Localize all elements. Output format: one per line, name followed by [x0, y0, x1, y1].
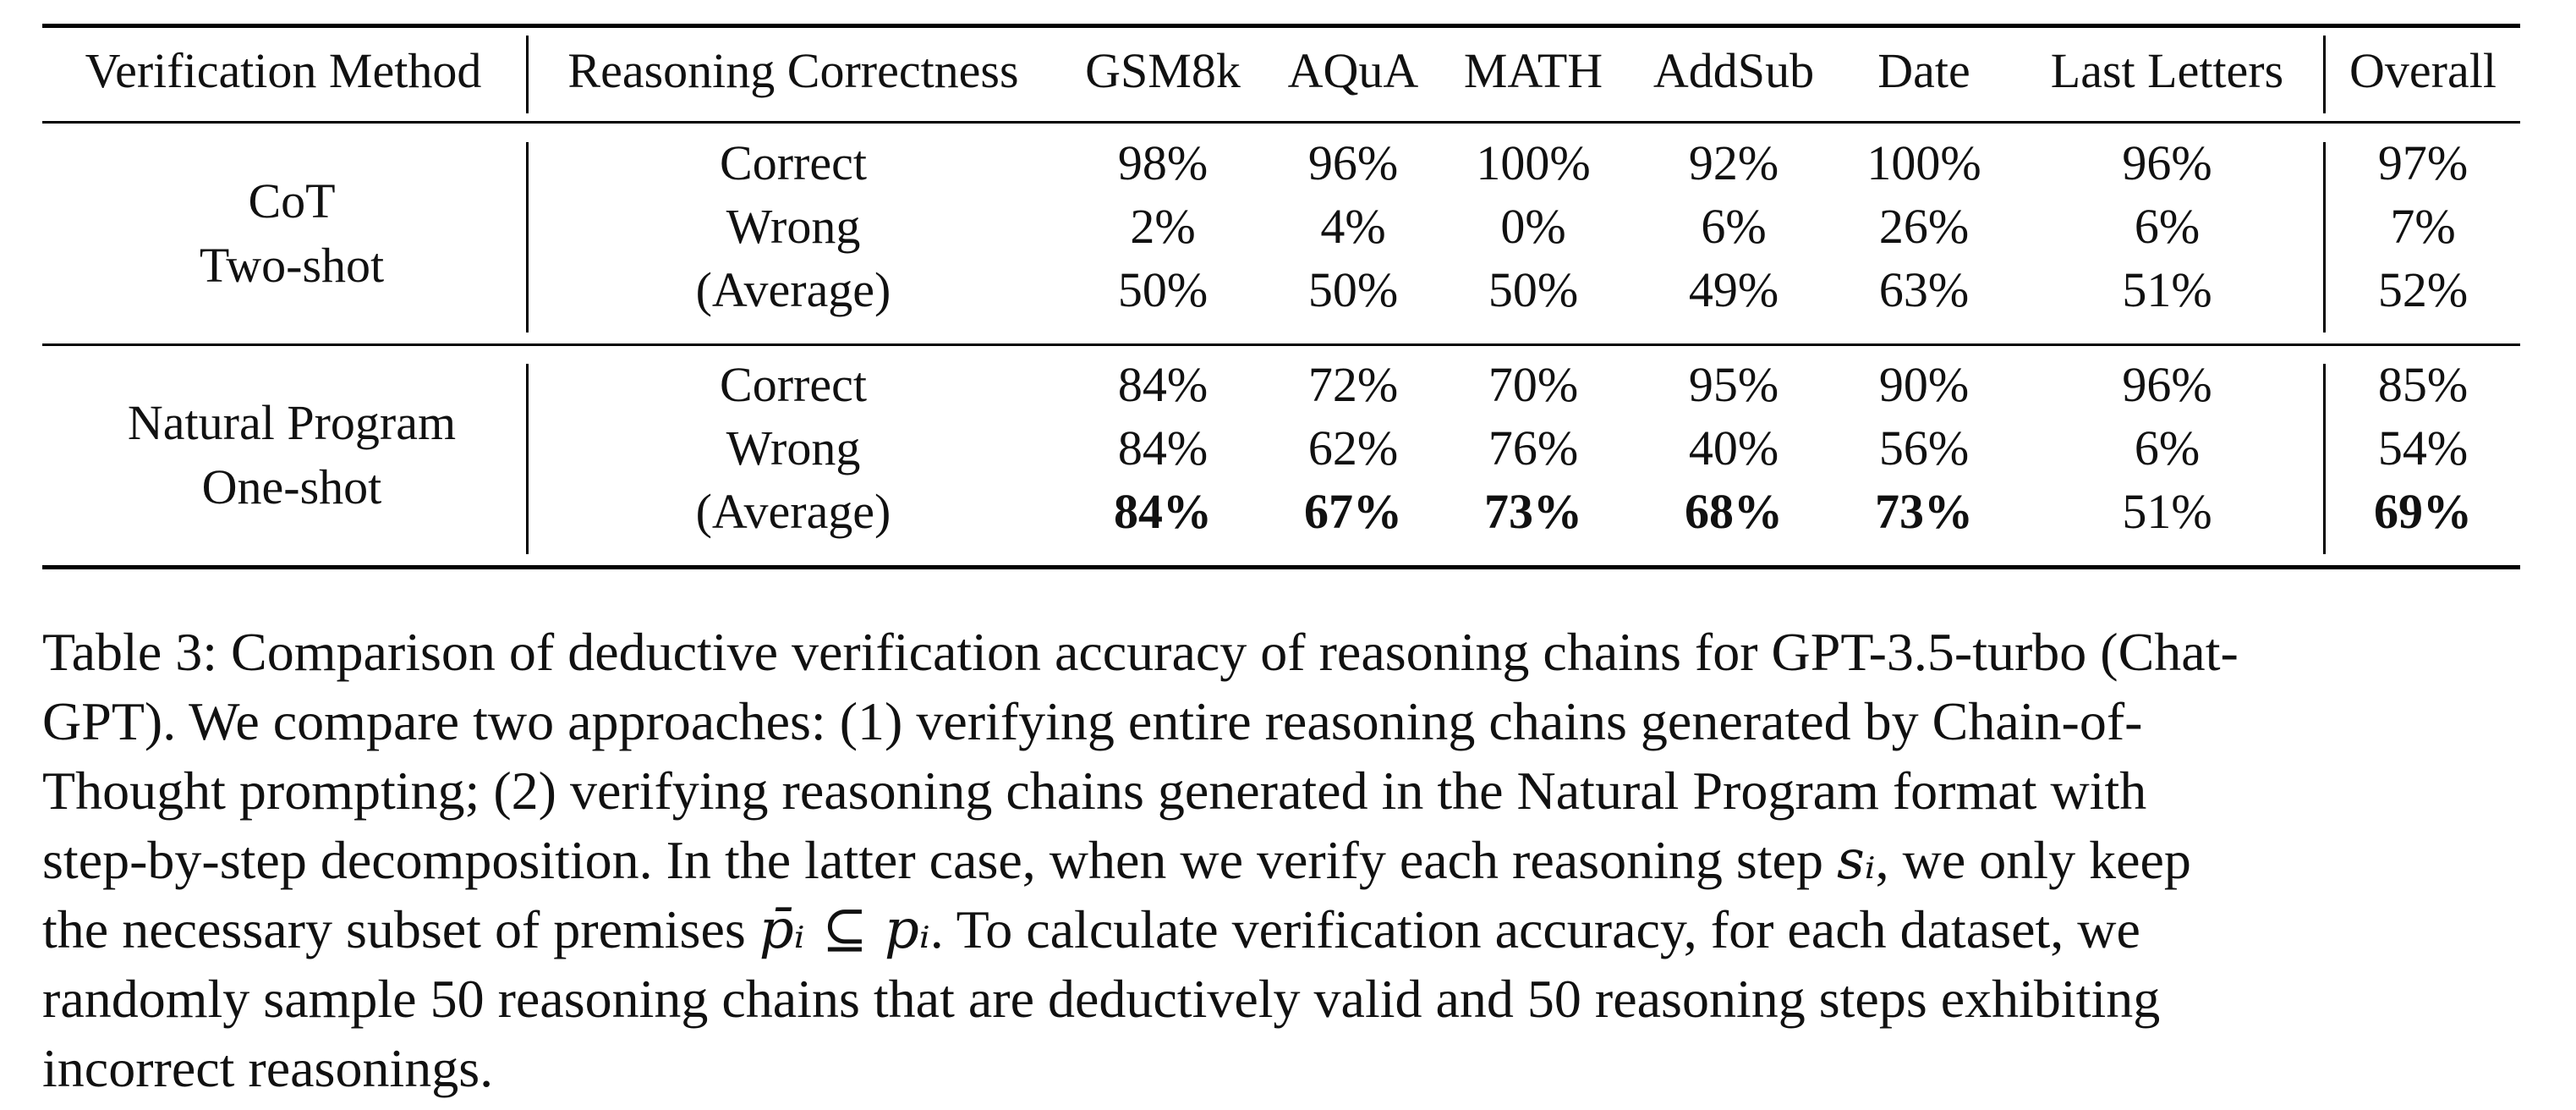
- table-cell: 4%: [1320, 199, 1386, 254]
- method-name: Natural Program: [127, 395, 457, 450]
- table-cell: 90%: [1878, 357, 1970, 412]
- method-cot: [42, 169, 541, 298]
- table-top-rule: [42, 24, 2520, 28]
- row-label: Wrong: [726, 199, 861, 254]
- header-aqua: AQuA: [1287, 43, 1419, 98]
- header-gsm8k: GSM8k: [1085, 43, 1241, 98]
- table-cell: 84%: [1117, 420, 1209, 475]
- caption-line: randomly sample 50 reasoning chains that are deductively valid and 50 reasoning steps exhibiting: [42, 969, 2161, 1029]
- row-label: (Average): [695, 262, 891, 317]
- table-cell: 62%: [1307, 420, 1399, 475]
- table-cell: 50%: [1488, 262, 1579, 317]
- table-caption: [42, 618, 2546, 1103]
- table-cell: 95%: [1688, 357, 1779, 412]
- table-cell: 49%: [1688, 262, 1779, 317]
- table-cell: 68%: [1685, 484, 1783, 539]
- overall-cell: 85%: [2377, 357, 2469, 412]
- table-cell: 70%: [1488, 357, 1579, 412]
- row-label: Correct: [720, 135, 867, 190]
- table-cell: 26%: [1878, 199, 1970, 254]
- table-cell: 6%: [2134, 199, 2201, 254]
- method-shot: Two-shot: [199, 238, 385, 293]
- header-addsub: AddSub: [1652, 43, 1815, 98]
- caption-text: step-by-step decomposition. In the latter case, when we verify each reasoning step: [42, 830, 1837, 890]
- header-verification-method: Verification Method: [85, 43, 482, 98]
- overall-cell: 54%: [2377, 420, 2469, 475]
- caption-line: [42, 895, 2546, 964]
- caption-text: . To calculate verification accuracy, for each dataset, we: [929, 899, 2140, 959]
- caption-line: [42, 826, 2546, 895]
- overall-cell: 7%: [2390, 199, 2456, 254]
- caption-text: the necessary subset of premises: [42, 899, 759, 959]
- caption-text: , we only keep: [1875, 830, 2191, 890]
- header-rule: [42, 121, 2520, 124]
- overall-cell: 52%: [2377, 262, 2469, 317]
- method-natural-program: [42, 391, 541, 519]
- table-cell: 98%: [1117, 135, 1209, 190]
- table-cell: 67%: [1304, 484, 1402, 539]
- table-cell: 76%: [1488, 420, 1579, 475]
- table-cell: 0%: [1500, 199, 1566, 254]
- caption-math-step: sᵢ: [1836, 829, 1876, 892]
- overall-cell: 69%: [2374, 484, 2472, 539]
- table-cell: 96%: [2122, 357, 2212, 412]
- header-last-letters: Last Letters: [2050, 43, 2284, 98]
- header-overall: Overall: [2349, 43, 2497, 98]
- table-cell: 100%: [1866, 135, 1981, 190]
- table-cell: 40%: [1688, 420, 1779, 475]
- table-cell: 73%: [1875, 484, 1973, 539]
- caption-line: Table 3: Comparison of deductive verification accuracy of reasoning chains for GPT-3.5-turbo (Chat-: [42, 622, 2239, 682]
- caption-line: incorrect reasonings.: [42, 1038, 494, 1098]
- header-reasoning-correctness: Reasoning Correctness: [567, 43, 1019, 98]
- header-vline-1: [526, 36, 529, 113]
- table-cell: 51%: [2122, 262, 2212, 317]
- table-cell: 92%: [1688, 135, 1779, 190]
- table-cell: 51%: [2122, 484, 2212, 539]
- table-cell: 56%: [1878, 420, 1970, 475]
- method-shot: One-shot: [201, 459, 382, 514]
- table-cell: 96%: [2122, 135, 2212, 190]
- row-label: Wrong: [726, 420, 861, 475]
- overall-cell: 97%: [2377, 135, 2469, 190]
- caption-line: GPT). We compare two approaches: (1) verifying entire reasoning chains generated by Chain-of-: [42, 691, 2143, 751]
- table-cell: 50%: [1307, 262, 1399, 317]
- row-label: Correct: [720, 357, 867, 412]
- table-cell: 6%: [1701, 199, 1767, 254]
- method-name: CoT: [248, 173, 336, 228]
- table-cell: 72%: [1307, 357, 1399, 412]
- table-cell: 84%: [1114, 484, 1212, 539]
- header-date: Date: [1877, 43, 1970, 98]
- table-cell: 73%: [1484, 484, 1582, 539]
- table-cell: 63%: [1878, 262, 1970, 317]
- table-cell: 100%: [1476, 135, 1591, 190]
- caption-line: Thought prompting; (2) verifying reasoning chains generated in the Natural Program format with: [42, 761, 2147, 821]
- table-cell: 96%: [1307, 135, 1399, 190]
- caption-math-premises: p̄ᵢ ⊆ pᵢ: [759, 898, 930, 961]
- table-cell: 2%: [1130, 199, 1196, 254]
- table-bottom-rule: [42, 565, 2520, 569]
- header-math: MATH: [1463, 43, 1603, 98]
- row-label: (Average): [695, 484, 891, 539]
- table-cell: 6%: [2134, 420, 2201, 475]
- group-divider-rule: [42, 343, 2520, 346]
- table-cell: 84%: [1117, 357, 1209, 412]
- table-cell: 50%: [1117, 262, 1209, 317]
